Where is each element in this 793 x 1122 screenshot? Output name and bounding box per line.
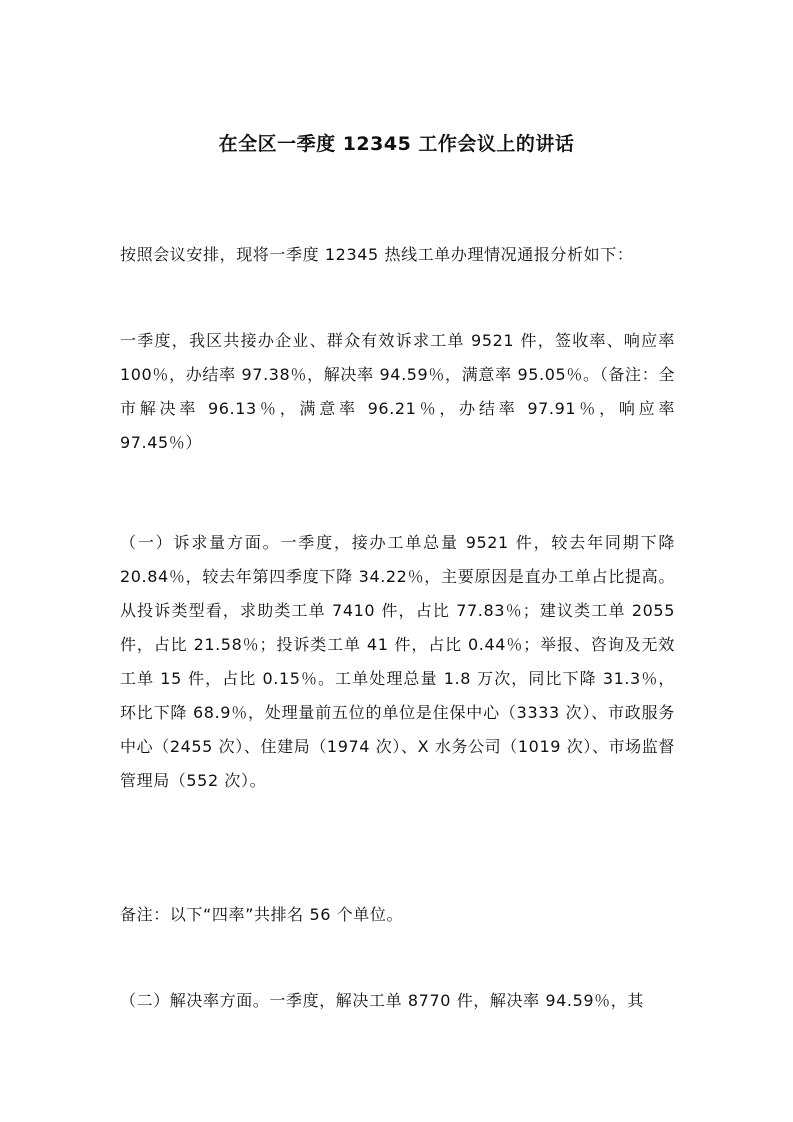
resolution-rate-paragraph: （二）解决率方面。一季度，解决工单 8770 件，解决率 94.59％，其 — [120, 991, 644, 1010]
summary-paragraph: 一季度，我区共接办企业、群众有效诉求工单 9521 件，签收率、响应率 100％，办结率 97.38％，解决率 94.59％，满意率 95.05％。（备注：全市解决率 96.13％，满意率 96.21％，办结率 97.91％，响应率 97.45％） — [120, 331, 675, 452]
document-title: 在全区一季度 12345 工作会议上的讲话 — [218, 133, 575, 155]
request-volume-paragraph: （一）诉求量方面。一季度，接办工单总量 9521 件，较去年同期下降 20.84％，较去年第四季度下降 34.22％，主要原因是直办工单占比提高。从投诉类型看，求助类工单 7410 件，占比 77.83％；建议类工单 2055 件，占比 21.58％；投诉类工单 41 件，占比 0.44％；举报、咨询及无效工单 15 件，占比 0.15％。工单处理总量 1.8 万次，同比下降 31.3％，环比下降 68.9％，处理量前五位的单位是住保中心（3333 次）、市政服务中心（2455 次）、住建局（1974 次）、X 水务公司（1019 次）、市场监督管理局（552 次）。 — [120, 533, 675, 790]
note-paragraph: 备注：以下“四率”共排名 56 个单位。 — [120, 905, 404, 924]
intro-paragraph: 按照会议安排，现将一季度 12345 热线工单办理情况通报分析如下： — [120, 245, 634, 264]
